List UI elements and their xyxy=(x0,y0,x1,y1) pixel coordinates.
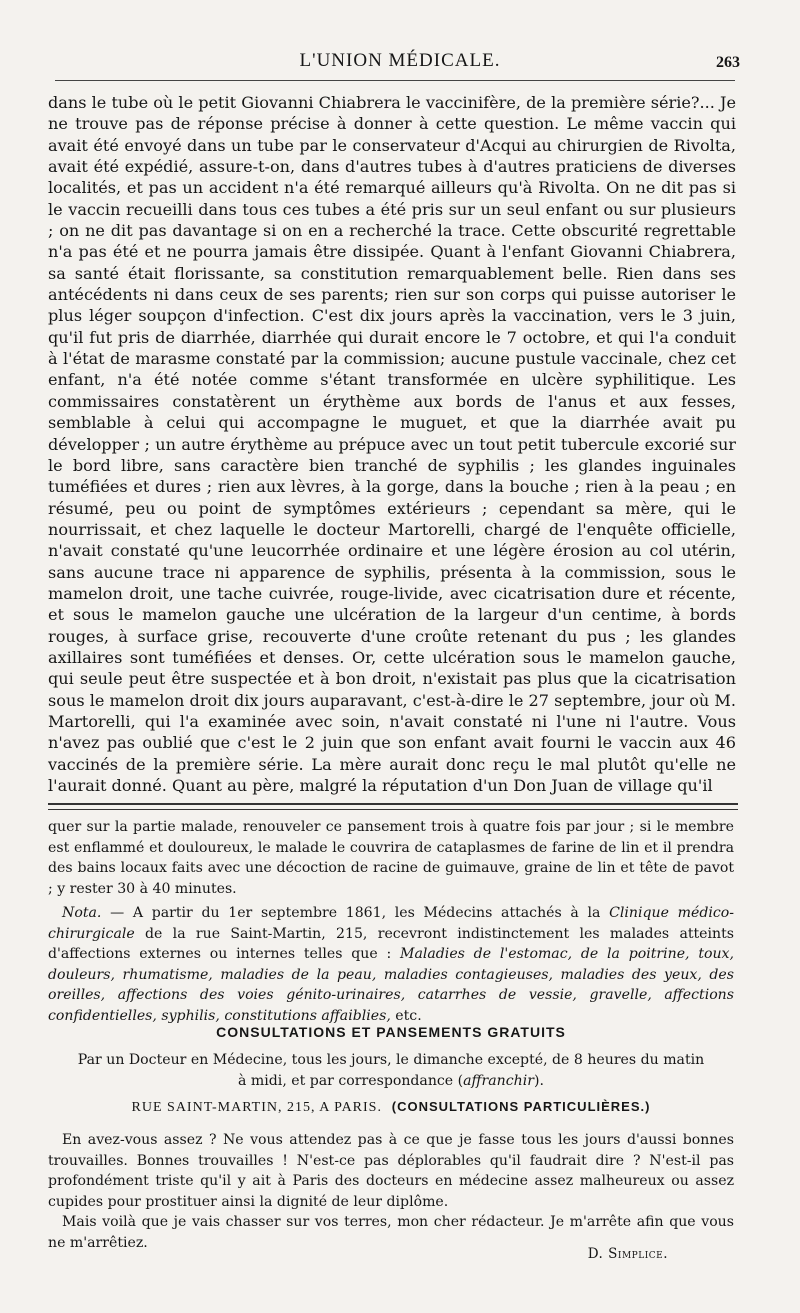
closing-paragraph-1: En avez-vous assez ? Ne vous attendez pas à ce que je fasse tous les jours d'aussi bonnes trouvailles. Bonnes trouvailles ! N'est-ce pas déplorables qu'il faudrait dire ? N'est-il pas profondément triste qu'il y ait à Paris des docteurs en médecine assez malheureux ou assez cupides pour prostituer ainsi la dignité de leur diplôme. xyxy=(48,1132,734,1210)
clinic-name: Clinique médico-chirurgicale xyxy=(48,905,734,942)
private-consultations-note: (CONSULTATIONS PARTICULIÈRES.) xyxy=(391,1099,651,1114)
nota-end: etc. xyxy=(395,1007,422,1024)
nota-label: Nota. xyxy=(62,905,102,921)
hours-line-2-start: à midi, et par correspondance ( xyxy=(238,1073,464,1089)
hours-line-2-end: ). xyxy=(533,1073,544,1089)
closing-paragraph-2: Mais voilà que je vais chasser sur vos terres, mon cher rédacteur. Je m'arrête afin que vous ne m'arrêtiez. xyxy=(48,1214,734,1251)
free-consultations-heading: CONSULTATIONS ET PANSEMENTS GRATUITS xyxy=(216,1024,566,1040)
feuilleton-divider xyxy=(48,803,738,810)
nota-paragraph xyxy=(48,903,734,1026)
article-body xyxy=(48,92,736,796)
hours-line-2-italic: affranchir xyxy=(463,1073,534,1089)
feuilleton-continuation xyxy=(48,817,734,899)
header-rule xyxy=(55,80,735,81)
running-title: L'UNION MÉDICALE. xyxy=(299,50,501,71)
address-line xyxy=(48,1098,734,1116)
nota-middle: de la rue Saint-Martin, 215, recevront indistinctement les malades atteints d'affections externes ou internes telles que : xyxy=(48,925,735,962)
conditions-list: Maladies de l'estomac, de la poitrine, toux, douleurs, rhumatisme, maladies de la peau, maladies contagieuses, maladies des yeux, des oreilles, affections des voies génito-urinaires, catarrhes de vessie, gravelle, affections confidentielles, syphilis, constitutions affaiblies, xyxy=(48,946,734,1024)
nota-intro: — A partir du 1er septembre 1861, les Médecins attachés à la xyxy=(110,905,601,921)
street-address: RUE SAINT-MARTIN, 215, A PARIS. xyxy=(131,1100,382,1115)
page-number: 263 xyxy=(716,54,740,71)
closing-block xyxy=(48,1130,734,1253)
article-paragraph: dans le tube où le petit Giovanni Chiabrera le vaccinifère, de la première série?... Je ne trouve pas de réponse précise à donner à cette question. Le même vaccin qui avait été envoyé dans un tube par le conservateur d'Acqui au chirurgien de Rivolta, avait été expédié, assure-t-on, dans d'autres tubes à d'autres praticiens de diverses localités, et pas un accident n'a été remarqué ailleurs qu'à Rivolta. On ne dit pas si le vaccin recueilli dans tous ces tubes a été pris sur un seul enfant ou sur plusieurs ; on ne dit pas davantage si on en a recherché la trace. Cette obscurité regrettable n'a pas été et ne pourra jamais être dissipée. Quant à l'enfant Giovanni Chiabrera, sa santé était florissante, sa constitution remarquablement belle. Rien dans ses antécédents ni dans ceux de ses parents; rien sur son corps qui puisse autoriser le plus léger soupçon d'infection. C'est dix jours après la vaccination, vers le 3 juin, qu'il fut pris de diarrhée, diarrhée qui durait encore le 7 octobre, et qui l'a conduit à l'état de marasme constaté par la commission; aucune pustule vaccinale, chez cet enfant, n'a été notée comme s'étant transformée en ulcère syphilitique. Les commissaires constatèrent un érythème aux bords de l'anus et aux fesses, semblable à celui qui accompagne le muguet, et que la diarrhée avait pu développer ; un autre érythème au prépuce avec un tout petit tubercule excorié sur le bord libre, sans caractère bien tranché de syphilis ; les glandes inguinales tuméfiées et dures ; rien aux lèvres, à la gorge, dans la bouche ; rien à la peau ; en résumé, peu ou point de symptômes extérieurs ; cependant sa mère, qui le nourrissait, et chez laquelle le docteur Martorelli, chargé de l'enquête officielle, n'avait constaté qu'une leucorrhée ordinaire et une légère érosion au col utérin, sans aucune trace ni apparence de syphilis, présenta à la commission, sous le mamelon droit, une tache cuivrée, rouge-livide, avec cicatrisation dure et récente, et sous le mamelon gauche une ulcération de la largeur d'un centime, à bords rouges, à surface grise, recouverte d'une croûte retenant du pus ; les glandes axillaires sont tuméfiées et denses. Or, cette ulcération sous le mamelon gauche, qui seule peut être suspectée et à bon droit, n'existait pas plus que la cicatrisation sous le mamelon droit dix jours auparavant, c'est-à-dire le 27 septembre, jour où M. Martorelli, qui l'a examinée avec soin, n'avait constaté ni l'une ni l'autre. Vous n'avez pas oublié que c'est le 2 juin que son enfant avait fourni le vaccin aux 46 vaccinés de la première série. La mère aurait donc reçu le mal plutôt qu'elle ne l'aurait donné. Quant au père, malgré la réputation d'un Don Juan de village qu'il xyxy=(48,93,736,795)
author-signature: D. Simplice. xyxy=(587,1246,668,1262)
hours-line-2 xyxy=(48,1071,734,1092)
continuation-paragraph: quer sur la partie malade, renouveler ce pansement trois à quatre fois par jour ; si le membre est enflammé et douloureux, le malade le couvrira de cataplasmes de farine de lin et il prendra des bains locaux faits avec une décoction de racine de guimauve, graine de lin et tête de pavot ; y rester 30 à 40 minutes. xyxy=(48,819,734,897)
nota-block xyxy=(48,903,734,1026)
hours-line-1: Par un Docteur en Médecine, tous les jours, le dimanche excepté, de 8 heures du matin xyxy=(77,1052,705,1068)
